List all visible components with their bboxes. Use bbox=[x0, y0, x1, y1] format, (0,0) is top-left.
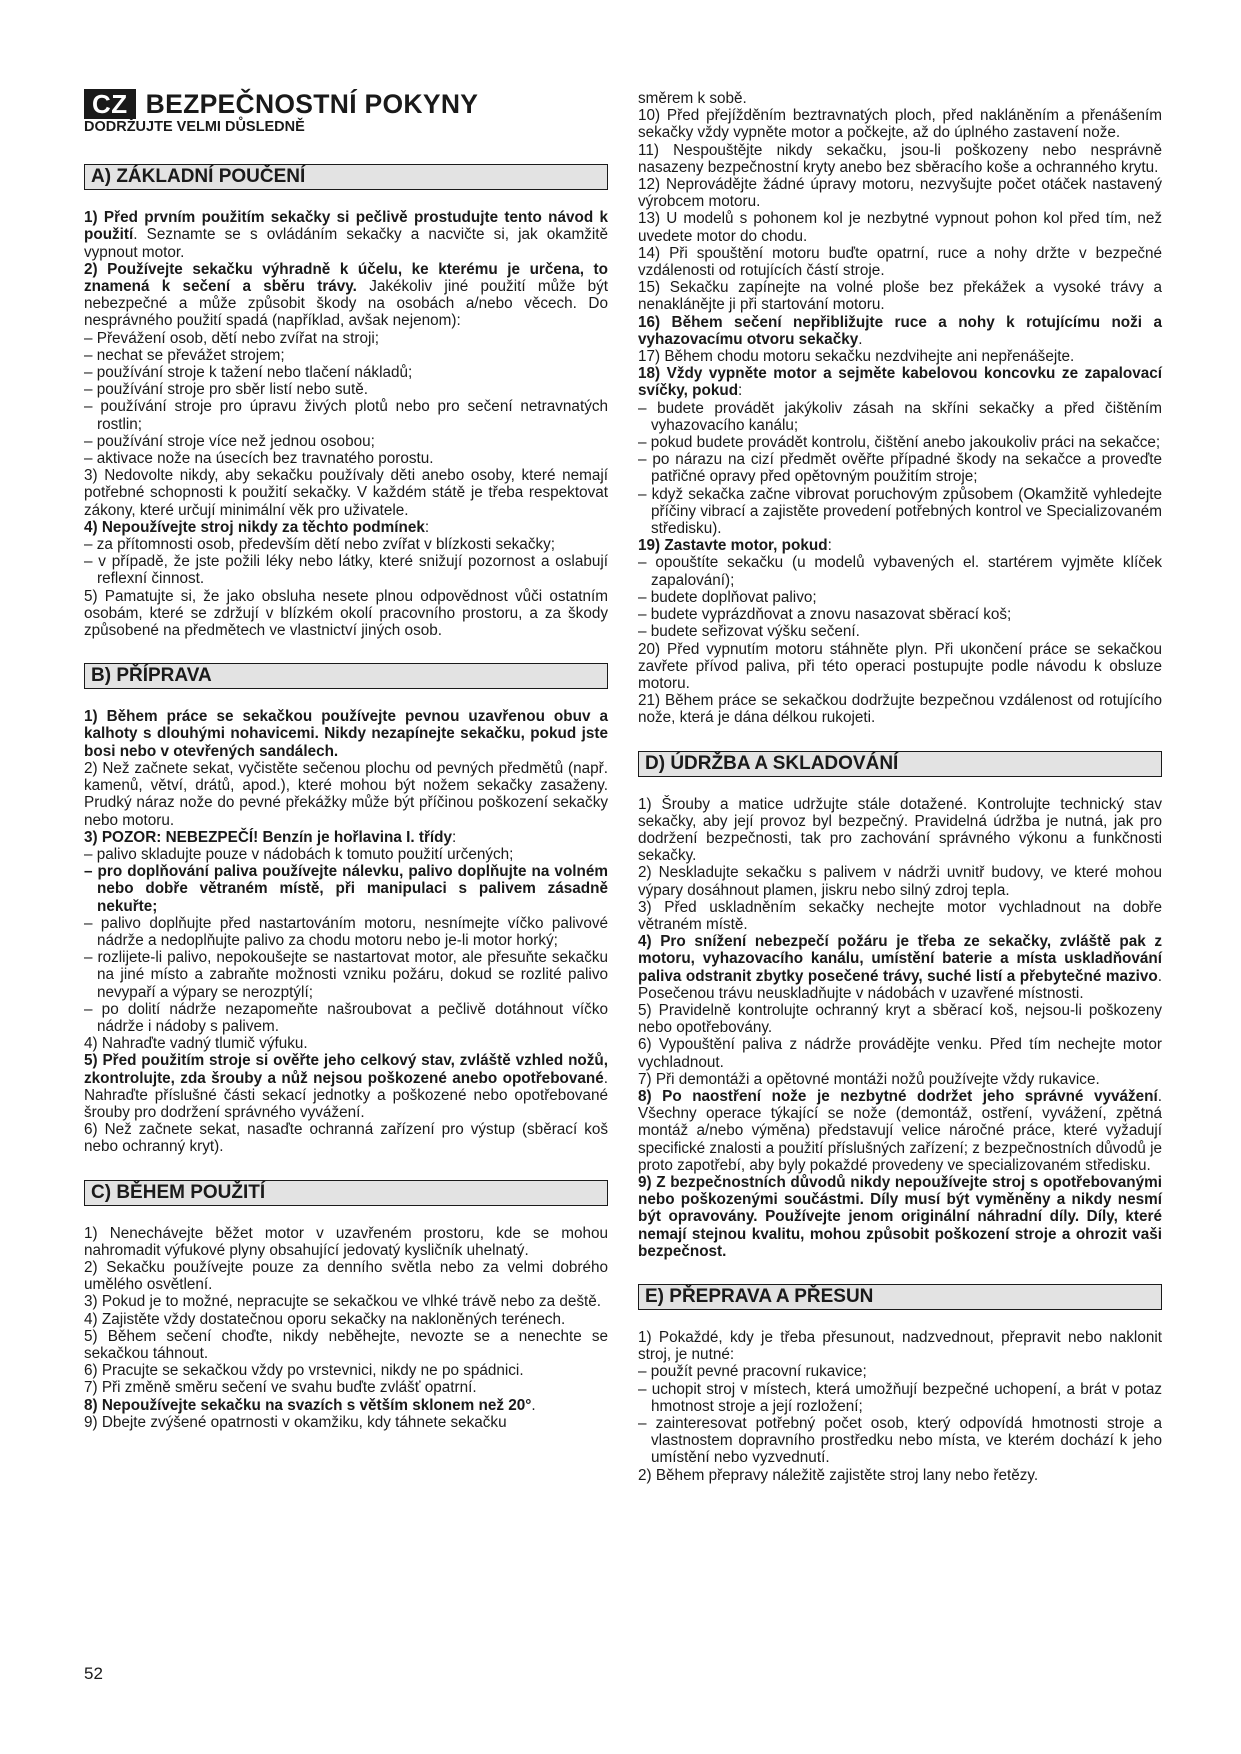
section-c-paragraph: 21) Během práce se sekačkou dodržujte bezpečnou vzdálenost od rotujícího nože, která je dána délkou rukojeti. bbox=[638, 692, 1162, 727]
list-item: – používání stroje více než jednou osobou; bbox=[84, 432, 375, 450]
section-b-paragraph: 2) Než začnete sekat, vyčistěte sečenou plochu od pevných předmětů (např. kamenů, větví, drátů, apod.), které mohou být nožem sekačky zasaženy. Prudký náraz nože do pevné překážky může být příčinou poškození sekačky nebo motoru. bbox=[84, 759, 608, 829]
list-item: – po nárazu na cizí předmět ověřte případné škody na sekačce a proveďte patřičné opravy před opětovným použitím stroje; bbox=[638, 451, 1162, 486]
list-item: – použít pevné pracovní rukavice; bbox=[638, 1363, 867, 1381]
list-item: – palivo skladujte pouze v nádobách k tomuto použití určených; bbox=[84, 845, 514, 863]
list-item: – uchopit stroj v místech, která umožňují bezpečné uchopení, a brát v potaz hmotnost stroje a její rozložení; bbox=[638, 1380, 1162, 1415]
list-item: – zainteresovat potřebný počet osob, který odpovídá hmotnosti stroje a vlastnostem dopravního prostředku nebo místa, ve kterém dochází k jeho umístění nebo vyzvednutí. bbox=[638, 1415, 1162, 1467]
section-c-paragraph: směrem k sobě. bbox=[638, 90, 747, 107]
section-a-paragraph: 5) Pamatujte si, že jako obsluha nesete plnou odpovědnost vůči ostatním osobám, které se zdržují v blízkém okolí pracovního prostoru, a za škody způsobené na předmětech ve vlastnictví jiných osob. bbox=[84, 587, 608, 640]
list-item: – budete seřizovat výšku sečení. bbox=[638, 623, 860, 641]
section-c-paragraph: 15) Sekačku zapínejte na volné ploše bez překážek a vysoké trávy a nenaklánějte ji při startování motoru. bbox=[638, 279, 1162, 314]
section-c-paragraph: 6) Pracujte se sekačkou vždy po vrstevnici, nikdy ne po spádnici. bbox=[84, 1362, 524, 1380]
section-d-paragraph: 5) Pravidelně kontrolujte ochranný kryt a sběrací koš, nejsou-li poškozeny nebo opotřebovány. bbox=[638, 1001, 1162, 1037]
section-c-paragraph: 17) Během chodu motoru sekačku nezdvihejte ani nepřenášejte. bbox=[638, 348, 1075, 366]
list-item: – po dolití nádrže nezapomeňte našroubovat a pečlivě dotáhnout víčko nádrže i nádoby s palivem. bbox=[84, 1000, 608, 1035]
list-item: – pro doplňování paliva používejte nálevku, palivo doplňujte na volném nebo dobře větraném místě, při manipulaci s palivem zásadně nekuřte; bbox=[84, 863, 608, 915]
section-d-paragraph: 8) Po naostření nože je nezbytné dodržet jeho správné vyvážení. Všechny operace týkající se nože (demontáž, ostření, vyvážení, zpětná montáž a/nebo výměna) představují velice náročné práce, které vyžadují specifické znalosti a použití příslušných zařízení; z bezpečnostních důvodů je proto zapotřebí, aby byly pokaždé provedeny ve specializovaném středisku. bbox=[638, 1087, 1162, 1174]
list-item: – rozlijete-li palivo, nepokoušejte se nastartovat motor, ale přesuňte sekačku na jiné místo a zabraňte možnosti vzniku požáru, dokud se rozlité palivo nevypaří a výpary se nerozptýlí; bbox=[84, 949, 608, 1001]
document-subtitle: DODRŽUJTE VELMI DŮSLEDNĚ bbox=[84, 119, 305, 135]
section-b-paragraph: 1) Během práce se sekačkou používejte pevnou uzavřenou obuv a kalhoty s dlouhými nohavicemi. Nikdy nezapínejte sekačku, pokud jste bosi nebo v otevřených sandálech. bbox=[84, 708, 608, 760]
section-e-heading: E) PŘEPRAVA A PŘESUN bbox=[638, 1284, 1162, 1310]
section-c-paragraph: 20) Před vypnutím motoru stáhněte plyn. Při ukončení práce se sekačkou zavřete přívod paliva, při této operaci postupujte podle návodu k obsluze motoru. bbox=[638, 640, 1162, 692]
section-c-paragraph: 4) Zajistěte vždy dostatečnou oporu sekačky na nakloněných terénech. bbox=[84, 1310, 566, 1328]
section-d-paragraph: 9) Z bezpečnostních důvodů nikdy nepoužívejte stroj s opotřebovanými nebo poškozenými součástmi. Díly musí být vyměněny a nikdy nesmí být opravovány. Používejte jenom originální náhradní díly. Díly, které nemají stejnou kvalitu, mohou způsobit poškození stroje a ohrozit vaši bezpečnost. bbox=[638, 1173, 1162, 1260]
section-c-paragraph: 5) Během sečení choďte, nikdy neběhejte, nevozte se a nenechte se sekačkou táhnout. bbox=[84, 1327, 608, 1362]
list-item: – používání stroje pro úpravu živých plotů nebo pro sečení netravnatých rostlin; bbox=[84, 398, 608, 433]
list-item: – palivo doplňujte před nastartováním motoru, nesnímejte víčko palivové nádrže a nedoplňujte palivo za chodu motoru nebo je-li motor horký; bbox=[84, 914, 608, 949]
list-item: – aktivace nože na úsecích bez travnatého porostu. bbox=[84, 450, 434, 468]
list-item: – opouštíte sekačku (u modelů vybavených el. startérem vyjměte klíček zapalování); bbox=[638, 554, 1162, 589]
section-a-paragraph: 3) Nedovolte nikdy, aby sekačku používaly děti anebo osoby, které nemají potřebné schopnosti k použití sekačky. V každém státě je třeba respektovat zákony, které určují minimální věk pro uživatele. bbox=[84, 467, 608, 519]
list-item: – používání stroje pro sběr listí nebo sutě. bbox=[84, 381, 369, 399]
section-c-paragraph: 3) Pokud je to možné, nepracujte se sekačkou ve vlhké trávě nebo za deště. bbox=[84, 1293, 601, 1311]
section-b-paragraph: 3) POZOR: NEBEZPEČÍ! Benzín je hořlavina I. třídy: bbox=[84, 828, 457, 846]
section-c-paragraph: 9) Dbejte zvýšené opatrnosti v okamžiku, kdy táhnete sekačku bbox=[84, 1413, 507, 1431]
section-c-paragraph: 8) Nepoužívejte sekačku na svazích s větším sklonem než 20°. bbox=[84, 1396, 536, 1414]
section-c-paragraph: 12) Neprovádějte žádné úpravy motoru, nezvyšujte počet otáček nastavený výrobcem motoru. bbox=[638, 176, 1162, 211]
section-a-paragraph: 1) Před prvním použitím sekačky si pečlivě prostudujte tento návod k použití. Seznamte se s ovládáním sekačky a nacvičte si, jak okamžitě vypnout motor. bbox=[84, 209, 608, 261]
document-title: BEZPEČNOSTNÍ POKYNY bbox=[145, 89, 479, 119]
list-item: – pokud budete provádět kontrolu, čištění anebo jakoukoliv práci na sekačce; bbox=[638, 434, 1161, 452]
list-item: – když sekačka začne vibrovat poruchovým způsobem (Okamžitě vyhledejte příčiny vibrací a zajistěte provedení potřebných kontrol ve Specializovaném středisku). bbox=[638, 485, 1162, 538]
section-c-paragraph: 16) Během sečení nepřibližujte ruce a nohy k rotujícímu noži a vyhazovacímu otvoru sekačky. bbox=[638, 313, 1162, 348]
left-column bbox=[84, 86, 608, 1431]
section-d-paragraph: 3) Před uskladněním sekačky nechejte motor vychladnout na dobře větraném místě. bbox=[638, 898, 1162, 933]
list-item: – budete provádět jakýkoliv zásah na skříni sekačky a před čištěním vyhazovacího kanálu; bbox=[638, 399, 1162, 434]
section-d-paragraph: 2) Neskladujte sekačku s palivem v nádrži uvnitř budovy, ve které mohou výpary dosáhnout plamen, jiskru nebo silný zdroj tepla. bbox=[638, 864, 1162, 899]
section-c-paragraph: 1) Nenechávejte běžet motor v uzavřeném prostoru, kde se mohou nahromadit výfukové plyny obsahující jedovatý kysličník uhelnatý. bbox=[84, 1224, 608, 1259]
section-c-paragraph: 7) Při změně směru sečení ve svahu buďte zvlášť opatrní. bbox=[84, 1379, 477, 1397]
page-number: 52 bbox=[84, 1664, 103, 1683]
list-item: – za přítomnosti osob, především dětí nebo zvířat v blízkosti sekačky; bbox=[84, 536, 556, 554]
section-a-paragraph: 2) Používejte sekačku výhradně k účelu, ke kterému je určena, to znamená k sečení a sběru trávy. Jakékoliv jiné použití může být nebezpečné a může způsobit škody na osobách a/nebo věcech. Do nesprávného použití spadá (například, avšak nejenom): bbox=[84, 260, 609, 330]
list-item: – používání stroje k tažení nebo tlačení nákladů; bbox=[84, 364, 413, 382]
section-c-paragraph: 14) Při spouštění motoru buďte opatrní, ruce a nohy držte v bezpečné vzdálenosti od rotujících částí stroje. bbox=[638, 244, 1162, 280]
section-c-heading: C) BĚHEM POUŽITÍ bbox=[84, 1180, 608, 1206]
section-d-paragraph: 4) Pro snížení nebezpečí požáru je třeba ze sekačky, zvláště pak z motoru, vyhazovacího kanálu, umístění baterie a místa uskladňování paliva odstranit zbytky posečené trávy, suché listí a přebytečné mazivo. Posečenou trávu neuskladňujte v nádobách v uzavřené místnosti. bbox=[638, 933, 1162, 1002]
section-d-paragraph: 1) Šrouby a matice udržujte stále dotažené. Kontrolujte technický stav sekačky, aby její provoz byl bezpečný. Pravidelná údržba je nutná, jak pro dodržení bezpečnosti, tak pro zachování správného výkonu a funkčnosti sekačky. bbox=[638, 795, 1162, 865]
section-d-paragraph: 7) Při demontáži a opětovné montáži nožů používejte vždy rukavice. bbox=[638, 1070, 1100, 1088]
section-c-paragraph: 10) Před přejížděním beztravnatých ploch, před nakláněním a přenášením sekačky vždy vypněte motor a počkejte, až do úplného zastavení nože. bbox=[638, 107, 1162, 142]
list-item: – budete doplňovat palivo; bbox=[638, 588, 817, 606]
document-header bbox=[84, 89, 608, 119]
section-b-paragraph: 5) Před použitím stroje si ověřte jeho celkový stav, zvláště vzhled nožů, zkontrolujte, zda šrouby a nůž nejsou poškozené anebo opotřebované. Nahraďte příslušné části sekací jednotky a poškozené nebo opotřebované šrouby pro dodržení správného vyvážení. bbox=[84, 1052, 608, 1121]
section-c-paragraph: 11) Nespouštějte nikdy sekačku, jsou-li poškozeny nebo nesprávně nasazeny bezpečnostní kryty anebo bez sběracího koše a ochranného krytu. bbox=[638, 141, 1162, 176]
section-d-heading: D) ÚDRŽBA A SKLADOVÁNÍ bbox=[638, 751, 1162, 777]
right-column bbox=[638, 90, 1162, 1484]
section-c-paragraph: 18) Vždy vypněte motor a sejměte kabelovou koncovku ze zapalovací svíčky, pokud: bbox=[638, 365, 1162, 400]
section-c-paragraph: 13) U modelů s pohonem kol je nezbytné vypnout pohon kol před tím, než uvedete motor do chodu. bbox=[638, 210, 1162, 245]
list-item: – Převážení osob, dětí nebo zvířat na stroji; bbox=[84, 329, 380, 347]
list-item: – v případě, že jste požili léky nebo látky, které snižují pozornost a oslabují reflexní činnost. bbox=[84, 553, 608, 588]
section-b-paragraph: 6) Než začnete sekat, nasaďte ochranná zařízení pro výstup (sběrací koš nebo ochranný kryt). bbox=[84, 1121, 608, 1156]
section-b-paragraph: 4) Nahraďte vadný tlumič výfuku. bbox=[84, 1035, 308, 1053]
language-badge: CZ bbox=[84, 89, 136, 119]
section-e-paragraph: 1) Pokaždé, kdy je třeba přesunout, nadzvednout, přepravit nebo naklonit stroj, je nutné: bbox=[638, 1329, 1162, 1364]
section-b-heading: B) PŘÍPRAVA bbox=[84, 663, 608, 689]
list-item: – nechat se převážet strojem; bbox=[84, 346, 285, 364]
section-d-paragraph: 6) Vypouštění paliva z nádrže provádějte venku. Před tím nechejte motor vychladnout. bbox=[638, 1036, 1162, 1071]
list-item: – budete vyprázdňovat a znovu nasazovat sběrací koš; bbox=[638, 606, 1012, 624]
section-e-paragraph: 2) Během přepravy náležitě zajistěte stroj lany nebo řetězy. bbox=[638, 1466, 1039, 1484]
section-c-paragraph: 2) Sekačku používejte pouze za denního světla nebo za velmi dobrého umělého osvětlení. bbox=[84, 1258, 608, 1294]
section-a-paragraph: 4) Nepoužívejte stroj nikdy za těchto podmínek: bbox=[84, 518, 430, 536]
section-c-paragraph: 19) Zastavte motor, pokud: bbox=[638, 537, 832, 555]
section-a-heading: A) ZÁKLADNÍ POUČENÍ bbox=[84, 164, 608, 190]
